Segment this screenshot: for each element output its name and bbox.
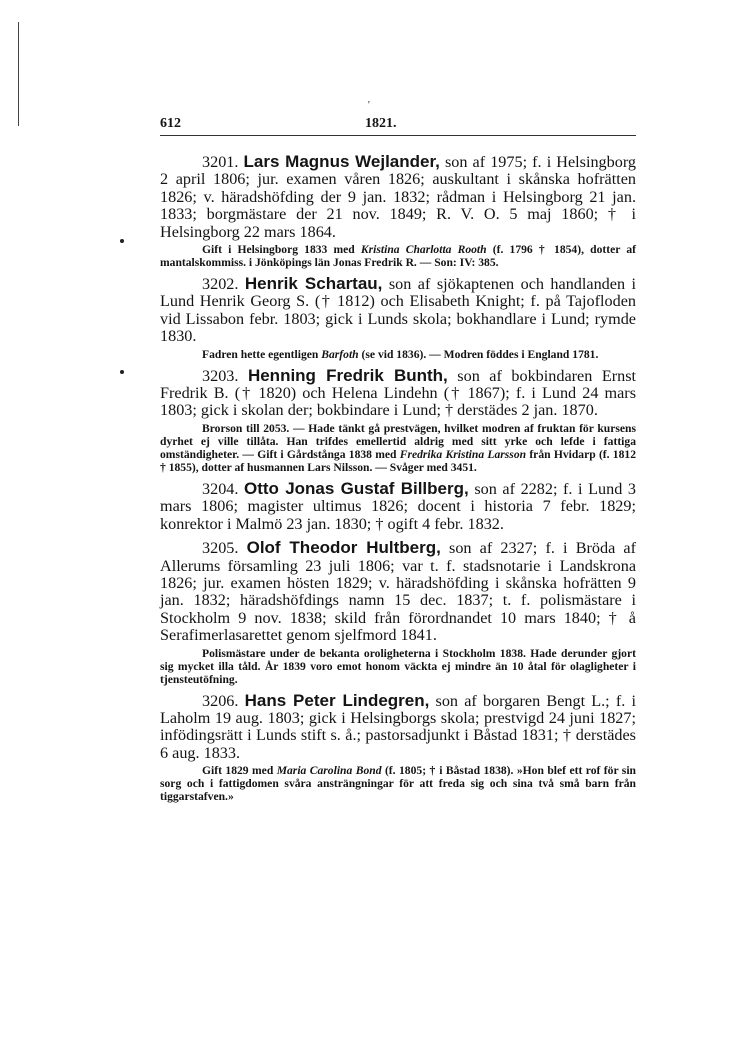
entry-3204 (160, 480, 636, 533)
entry-main-text (160, 275, 636, 346)
entry-name: Henrik Schartau, (244, 274, 383, 294)
entry-name: Lars Magnus Wejlander, (243, 152, 440, 171)
note-text: (f. 1796 † 1854), dotter af mantalskommiss. i Jönköpings län Jonas Fredrik R. — Son: IV: 385. (160, 243, 636, 270)
entry-main-text (160, 539, 636, 644)
entry-name: Henning Fredrik Bunth, (247, 365, 448, 385)
entry-biography: son af bokbindaren Ernst Fredrik B. († 1820) och Helena Lindehn († 1867); f. i Lund 24 mars 1803; gick i skolan der; bokbindare i Lund; † derstädes 2 jan. 1870. (160, 366, 636, 420)
entry-biography: son af borgaren Bengt L.; f. i Laholm 19 aug. 1803; gick i Helsingborgs skola; prestvigd 24 juni 1827; infödingsrätt i Lunds stift s. å.; pastorsadjunkt i Båstad 1831; † derstädes 6 aug. 1833. (160, 691, 636, 762)
running-head-year: 1821. (365, 116, 397, 131)
note-text: Gift i Helsingborg 1833 med (202, 243, 361, 257)
entry-number: 3201. (202, 153, 239, 171)
entry-3201 (160, 153, 636, 269)
entry-biography: son af sjökaptenen och handlanden i Lund Henrik Georg S. († 1812) och Elisabeth Knight; f. på Tajofloden vid Lissabon febr. 1803; gick i Lunds skola; bokhandlare i Lund; rymde 1830. (160, 275, 637, 346)
note-text: (se vid 1836). — Modren föddes i England 1781. (358, 347, 599, 361)
entry-biography: son af 1975; f. i Helsingborg 2 april 1806; jur. examen våren 1826; auskultant i skånska hofrätten 1826; v. häradshöfding der 9 jan. 1832; rådman i Helsingborg 21 jan. 1833; borgmästare der 21 nov. 1849; R. V. O. 5 maj 1860; † i Helsingborg 22 mars 1864. (160, 153, 637, 241)
note-text: Gift 1829 med (202, 764, 277, 778)
note-italic-name: Fredrika Kristina Larsson (399, 447, 527, 461)
entry-3203 (160, 367, 636, 474)
entries-list (160, 153, 636, 809)
entry-3206 (160, 692, 636, 804)
entry-number: 3202. (202, 275, 239, 294)
entry-name: Hans Peter Lindegren, (244, 690, 430, 710)
entry-main-text (160, 153, 636, 241)
header-tick-mark: ' (368, 100, 370, 111)
entry-biography: son af 2282; f. i Lund 3 mars 1806; magister ultimus 1826; docent i historia 7 febr. 1829; konrektor i Malmö 23 jan. 1830; † ogift 4 febr. 1832. (160, 479, 636, 533)
note-text: Brorson till 2053. — Hade tänkt gå prestvägen, hvilket modren af fruktan för kursens dyrhet ej ville tillåta. Han trifdes emellertid aldrig med sitt yrke och lefde i fattiga omständigheter. — Gift i Gårdstånga 1838 med (160, 421, 636, 461)
page-header (160, 100, 636, 138)
note-text: Fadren hette egentligen (202, 347, 322, 361)
margin-dot (120, 239, 124, 243)
entry-note (160, 764, 636, 803)
note-text: från Hvidarp (f. 1812 † 1855), dotter af husmannen Lars Nilsson. — Svåger med 3451. (160, 447, 636, 474)
entry-biography: son af 2327; f. i Bröda af Allerums församling 23 juli 1806; var t. f. stadsnotarie i Landskrona 1826; jur. examen hösten 1829; v. häradshöfding i skånska hofrätten 9 jan. 1832; häradshöfdings namn 15 dec. 1837; t. f. polismästare i Stockholm 9 nov. 1838; skild från förordnandet 10 mars 1840; † å Serafimerlasarettet genom sjelfmord 1841. (160, 539, 636, 645)
entry-number: 3206. (202, 691, 239, 710)
note-text: (f. 1805; † i Båstad 1838). »Hon blef ett rof för sin sorg och i fattigdomen svåra ansträngningar för att freda sig och sina två små barn från tiggarstafven.» (160, 764, 636, 804)
entry-main-text (160, 367, 636, 420)
entry-note (160, 647, 636, 686)
entry-number: 3203. (202, 366, 239, 385)
entry-note (160, 243, 636, 269)
margin-dot (120, 370, 124, 374)
page-number: 612 (160, 116, 181, 131)
entry-name: Otto Jonas Gustaf Billberg, (244, 478, 469, 498)
entry-number: 3205. (202, 539, 239, 558)
header-rule (160, 135, 636, 136)
entry-main-text (160, 480, 636, 533)
entry-3202 (160, 275, 636, 361)
entry-number: 3204. (202, 479, 239, 498)
entry-note (160, 422, 636, 474)
entry-note (160, 348, 636, 361)
entry-3205 (160, 539, 636, 685)
note-text: Polismästare under de bekanta oroligheterna i Stockholm 1838. Hade derunder gjort sig mycket illa tåld. År 1839 voro emot honom väckta ej mindre än 10 åtal för olagligheter i tjensteutöfning. (160, 646, 636, 686)
note-italic-name: Kristina Charlotta Rooth (360, 243, 487, 257)
entry-name: Olof Theodor Hultberg, (246, 538, 441, 558)
entry-main-text (160, 692, 636, 763)
note-italic-name: Barfoth (321, 347, 359, 361)
left-margin-line (18, 22, 19, 126)
note-italic-name: Maria Carolina Bond (276, 764, 382, 778)
